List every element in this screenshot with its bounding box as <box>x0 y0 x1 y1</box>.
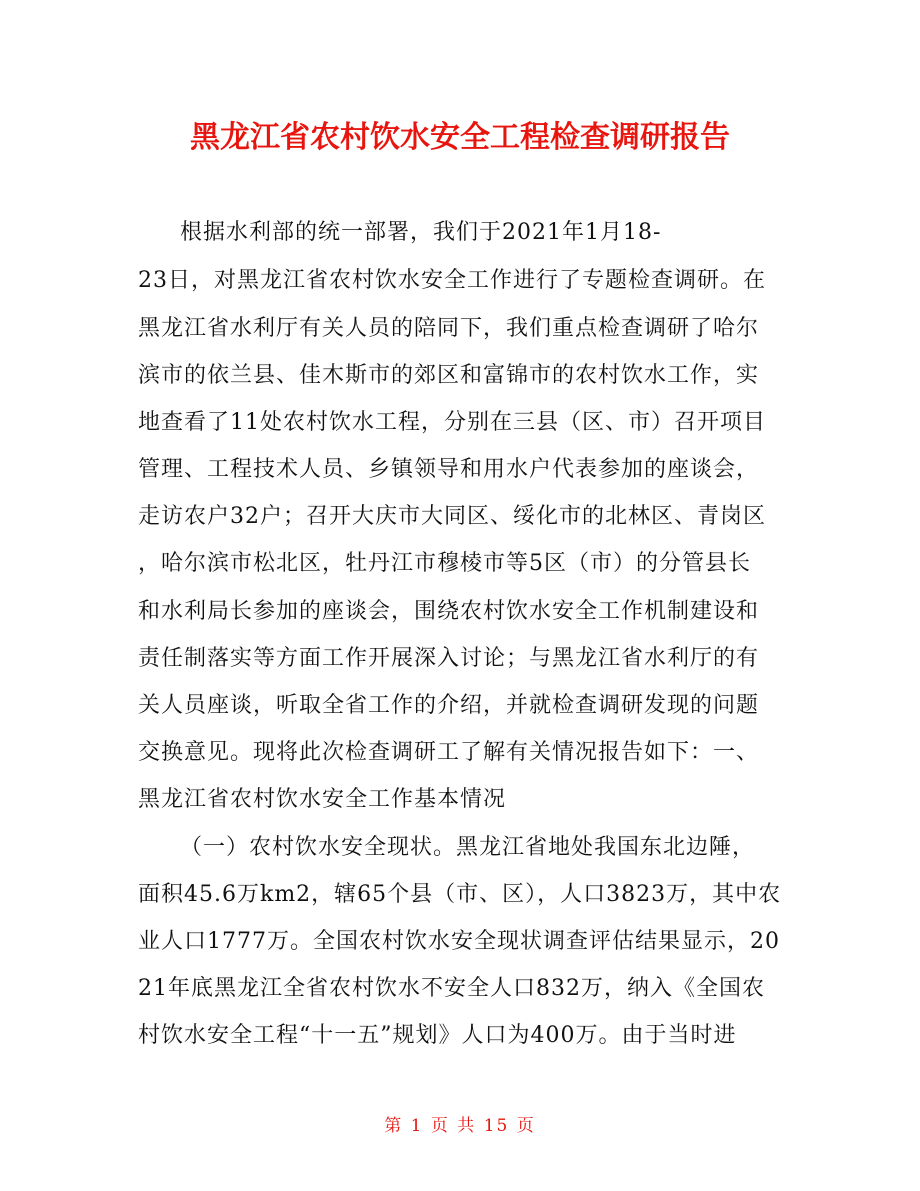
page-number-footer: 第 1 页 共 15 页 <box>384 1116 536 1136</box>
paragraph-line: （一）农村饮水安全现状。黑龙江省地处我国东北边陲， <box>180 835 756 860</box>
paragraph-line: 滨市的依兰县、佳木斯市的郊区和富锦市的农村饮水工作，实 <box>138 363 760 388</box>
paragraph-line: 21年底黑龙江全省农村饮水不安全人口832万，纳入《全国农 <box>138 976 765 1001</box>
paragraph-line: 走访农户32户；召开大庆市大同区、绥化市的北林区、青岗区 <box>138 504 766 529</box>
paragraph-line: ，哈尔滨市松北区，牡丹江市穆棱市等5区（市）的分管县长 <box>138 551 751 576</box>
paragraph-line: 黑龙江省水利厅有关人员的陪同下，我们重点检查调研了哈尔 <box>138 316 760 341</box>
document-title: 黑龙江省农村饮水安全工程检查调研报告 <box>190 120 730 155</box>
paragraph-line: 23日，对黑龙江省农村饮水安全工作进行了专题检查调研。在 <box>138 268 766 293</box>
paragraph-line: 管理、工程技术人员、乡镇领导和用水户代表参加的座谈会， <box>138 457 760 482</box>
paragraph-line: 业人口1777万。全国农村饮水安全现状调查评估结果显示，20 <box>138 929 780 954</box>
paragraph-line: 村饮水安全工程“十一五”规划》人口为400万。由于当时进 <box>138 1023 737 1048</box>
paragraph-line: 交换意见。现将此次检查调研工了解有关情况报告如下：一、 <box>138 740 760 765</box>
paragraph-line: 责任制落实等方面工作开展深入讨论；与黑龙江省水利厅的有 <box>138 646 760 671</box>
paragraph-line: 和水利局长参加的座谈会，围绕农村饮水安全工作机制建设和 <box>138 599 760 624</box>
paragraph-line: 关人员座谈，听取全省工作的介绍，并就检查调研发现的问题 <box>138 693 760 718</box>
paragraph-line: 地查看了11处农村饮水工程，分别在三县（区、市）召开项目 <box>138 410 766 435</box>
paragraph-line: 根据水利部的统一部署，我们于2021年1月18- <box>180 220 662 245</box>
section-heading: 黑龙江省农村饮水安全工作基本情况 <box>138 787 507 812</box>
paragraph-line: 面积45.6万km2，辖65个县（市、区），人口3823万，其中农 <box>138 882 782 907</box>
